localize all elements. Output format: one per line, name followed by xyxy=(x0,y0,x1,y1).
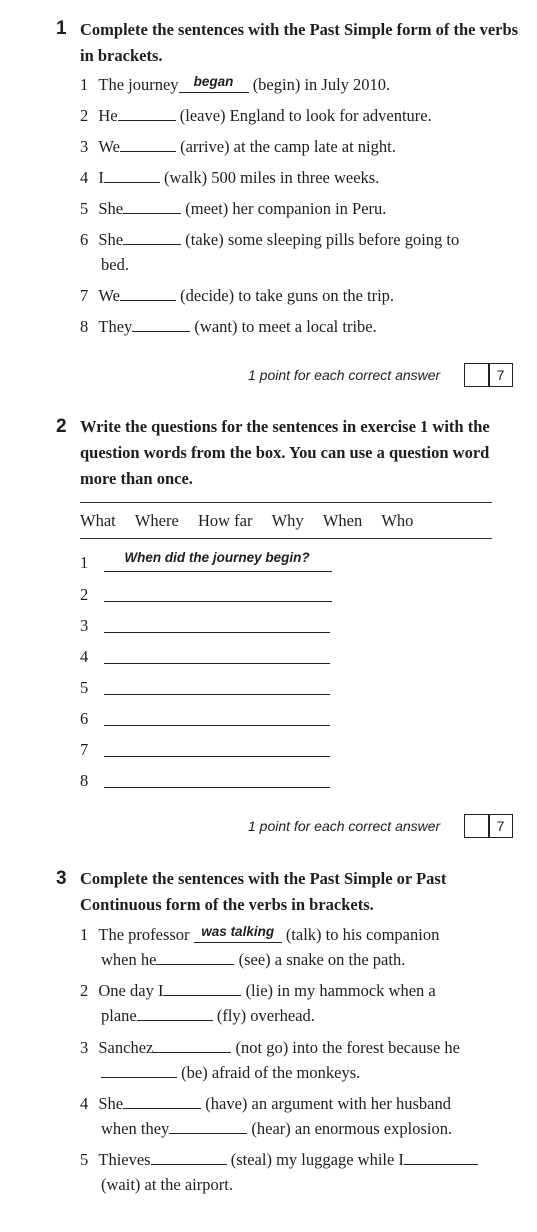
item-number: 7 xyxy=(80,286,89,305)
ex1-score-input-box[interactable] xyxy=(464,363,490,387)
item-number: 1 xyxy=(80,75,89,94)
ex2-line-number: 3 xyxy=(80,616,89,635)
ex2-score-input-box[interactable] xyxy=(464,814,490,838)
answer-blank[interactable] xyxy=(118,106,176,121)
item-text-before: I xyxy=(98,168,104,187)
ex2-line-number: 7 xyxy=(80,740,89,759)
answer-line[interactable] xyxy=(104,787,330,788)
item-number: 1 xyxy=(80,925,89,944)
item-number: 5 xyxy=(80,199,89,218)
ex2-line-number: 2 xyxy=(80,585,89,604)
exercise-3-instruction: Complete the sentences with the Past Simple or Past Continuous form of the verbs in brackets. xyxy=(80,869,447,914)
item-text: (not go) into the forest because he xyxy=(235,1038,460,1057)
answer-line[interactable] xyxy=(104,725,330,726)
item-number: 4 xyxy=(80,168,89,187)
ex2-line-1-answer: When did the journey begin? xyxy=(124,550,310,565)
ex3-item-4-line-2 xyxy=(101,1119,452,1139)
item-text: One day I xyxy=(98,981,164,1000)
answer-text: was talking xyxy=(201,924,275,939)
question-word: When xyxy=(322,511,363,530)
ex1-item-4 xyxy=(80,168,379,188)
item-text: (talk) to his companion xyxy=(285,925,440,944)
word-box-top-rule xyxy=(80,502,492,503)
answer-line[interactable] xyxy=(104,601,332,602)
ex2-score-max-box xyxy=(488,814,513,838)
answer-blank[interactable] xyxy=(153,1038,231,1053)
answer-blank[interactable] xyxy=(137,1006,213,1021)
answer-blank[interactable] xyxy=(169,1119,247,1134)
item-text-before: They xyxy=(98,317,133,336)
question-word: How far xyxy=(197,511,253,530)
exercise-2-number: 2 xyxy=(56,416,67,437)
answer-blank[interactable] xyxy=(120,137,176,152)
ex3-item-3-line-2 xyxy=(101,1063,360,1083)
question-word: Where xyxy=(134,511,179,530)
ex2-line-number: 8 xyxy=(80,771,89,790)
answer-line[interactable] xyxy=(104,694,330,695)
item-text-before: She xyxy=(98,199,124,218)
ex2-line-number: 4 xyxy=(80,647,89,666)
item-number: 4 xyxy=(80,1094,89,1113)
ex1-item-6 xyxy=(80,230,459,250)
item-text-after: (meet) her companion in Peru. xyxy=(185,199,387,218)
item-text: (wait) at the airport. xyxy=(101,1175,233,1194)
question-word: What xyxy=(80,511,116,530)
ex2-line-number: 5 xyxy=(80,678,89,697)
item-text-after: (leave) England to look for adventure. xyxy=(179,106,432,125)
ex1-score-max: 7 xyxy=(496,367,505,383)
ex1-item-3 xyxy=(80,137,396,157)
item-text: plane xyxy=(101,1006,137,1025)
item-number: 2 xyxy=(80,106,89,125)
item-number: 3 xyxy=(80,137,89,156)
ex3-item-3-line-1 xyxy=(80,1038,460,1058)
item-text-after: (decide) to take guns on the trip. xyxy=(180,286,395,305)
ex1-item-2 xyxy=(80,106,432,126)
answer-blank[interactable] xyxy=(194,924,282,943)
question-word: Who xyxy=(381,511,414,530)
exercise-1-number: 1 xyxy=(56,18,67,39)
item-text: She xyxy=(98,1094,124,1113)
ex3-item-2-line-1 xyxy=(80,981,436,1001)
ex1-item-7 xyxy=(80,286,394,306)
ex2-line-number: 1 xyxy=(80,553,89,572)
ex3-item-1-line-2 xyxy=(101,950,405,970)
answer-blank[interactable] xyxy=(132,317,190,332)
item-text: (hear) an enormous explosion. xyxy=(251,1119,453,1138)
ex1-item-6-continuation: bed. xyxy=(101,255,129,274)
answer-line[interactable] xyxy=(104,756,330,757)
item-text: (lie) in my hammock when a xyxy=(245,981,436,1000)
answer-blank[interactable] xyxy=(163,981,241,996)
item-text: (see) a snake on the path. xyxy=(238,950,406,969)
ex1-item-8 xyxy=(80,317,377,337)
item-text-before: We xyxy=(98,286,120,305)
item-text-after: (take) some sleeping pills before going to xyxy=(185,230,460,249)
item-text: (steal) my luggage while I xyxy=(230,1150,404,1169)
item-text: (be) afraid of the monkeys. xyxy=(181,1063,361,1082)
word-box-bottom-rule xyxy=(80,538,492,539)
ex3-item-5-line-2 xyxy=(101,1175,233,1195)
answer-line[interactable] xyxy=(104,632,330,633)
item-text-after: (begin) in July 2010. xyxy=(252,75,391,94)
item-number: 8 xyxy=(80,317,89,336)
answer-blank[interactable] xyxy=(123,199,181,214)
item-text-before: We xyxy=(98,137,120,156)
answer-text: began xyxy=(193,74,234,89)
item-number: 3 xyxy=(80,1038,89,1057)
question-word: Why xyxy=(271,511,304,530)
item-text: when he xyxy=(101,950,157,969)
answer-line[interactable] xyxy=(104,571,332,572)
ex2-score-max: 7 xyxy=(496,818,505,834)
item-number: 2 xyxy=(80,981,89,1000)
ex3-item-1-line-1 xyxy=(80,925,439,945)
ex2-line-number: 6 xyxy=(80,709,89,728)
item-text-after: (walk) 500 miles in three weeks. xyxy=(164,168,380,187)
ex1-score-max-box xyxy=(488,363,513,387)
item-text: (have) an argument with her husband xyxy=(205,1094,451,1113)
ex3-item-2-line-2 xyxy=(101,1006,315,1026)
ex1-item-1 xyxy=(80,75,390,95)
ex3-item-5-line-1 xyxy=(80,1150,478,1170)
exercise-1-instruction: Complete the sentences with the Past Simple form of the verbs in brackets. xyxy=(80,20,519,65)
ex1-item-5 xyxy=(80,199,386,219)
item-text-before: He xyxy=(98,106,118,125)
ex3-item-4-line-1 xyxy=(80,1094,451,1114)
ex2-score-text: 1 point for each correct answer xyxy=(248,818,441,834)
item-text-before: The journey xyxy=(98,75,179,94)
answer-blank[interactable] xyxy=(123,230,181,245)
item-text: when they xyxy=(101,1119,170,1138)
item-number: 6 xyxy=(80,230,89,249)
answer-blank[interactable] xyxy=(151,1150,227,1165)
item-text-after: (arrive) at the camp late at night. xyxy=(180,137,396,156)
item-text: The professor xyxy=(98,925,190,944)
answer-blank[interactable] xyxy=(404,1150,478,1165)
item-text: Sanchez xyxy=(98,1038,154,1057)
answer-line[interactable] xyxy=(104,663,330,664)
item-text: Thieves xyxy=(98,1150,151,1169)
exercise-2-instruction: Write the questions for the sentences in exercise 1 with the question words from the box. You can use a question word more than once. xyxy=(80,417,490,488)
item-text-before: She xyxy=(98,230,124,249)
answer-blank[interactable] xyxy=(156,950,234,965)
item-text-after: (want) to meet a local tribe. xyxy=(194,317,377,336)
item-number: 5 xyxy=(80,1150,89,1169)
item-text: (fly) overhead. xyxy=(216,1006,315,1025)
answer-blank[interactable] xyxy=(179,74,249,93)
answer-blank[interactable] xyxy=(104,168,160,183)
question-word-box xyxy=(80,511,413,531)
answer-blank[interactable] xyxy=(123,1094,201,1109)
ex1-score-text: 1 point for each correct answer xyxy=(248,367,441,383)
exercise-3-number: 3 xyxy=(56,868,67,889)
answer-blank[interactable] xyxy=(120,286,176,301)
answer-blank[interactable] xyxy=(101,1063,177,1078)
